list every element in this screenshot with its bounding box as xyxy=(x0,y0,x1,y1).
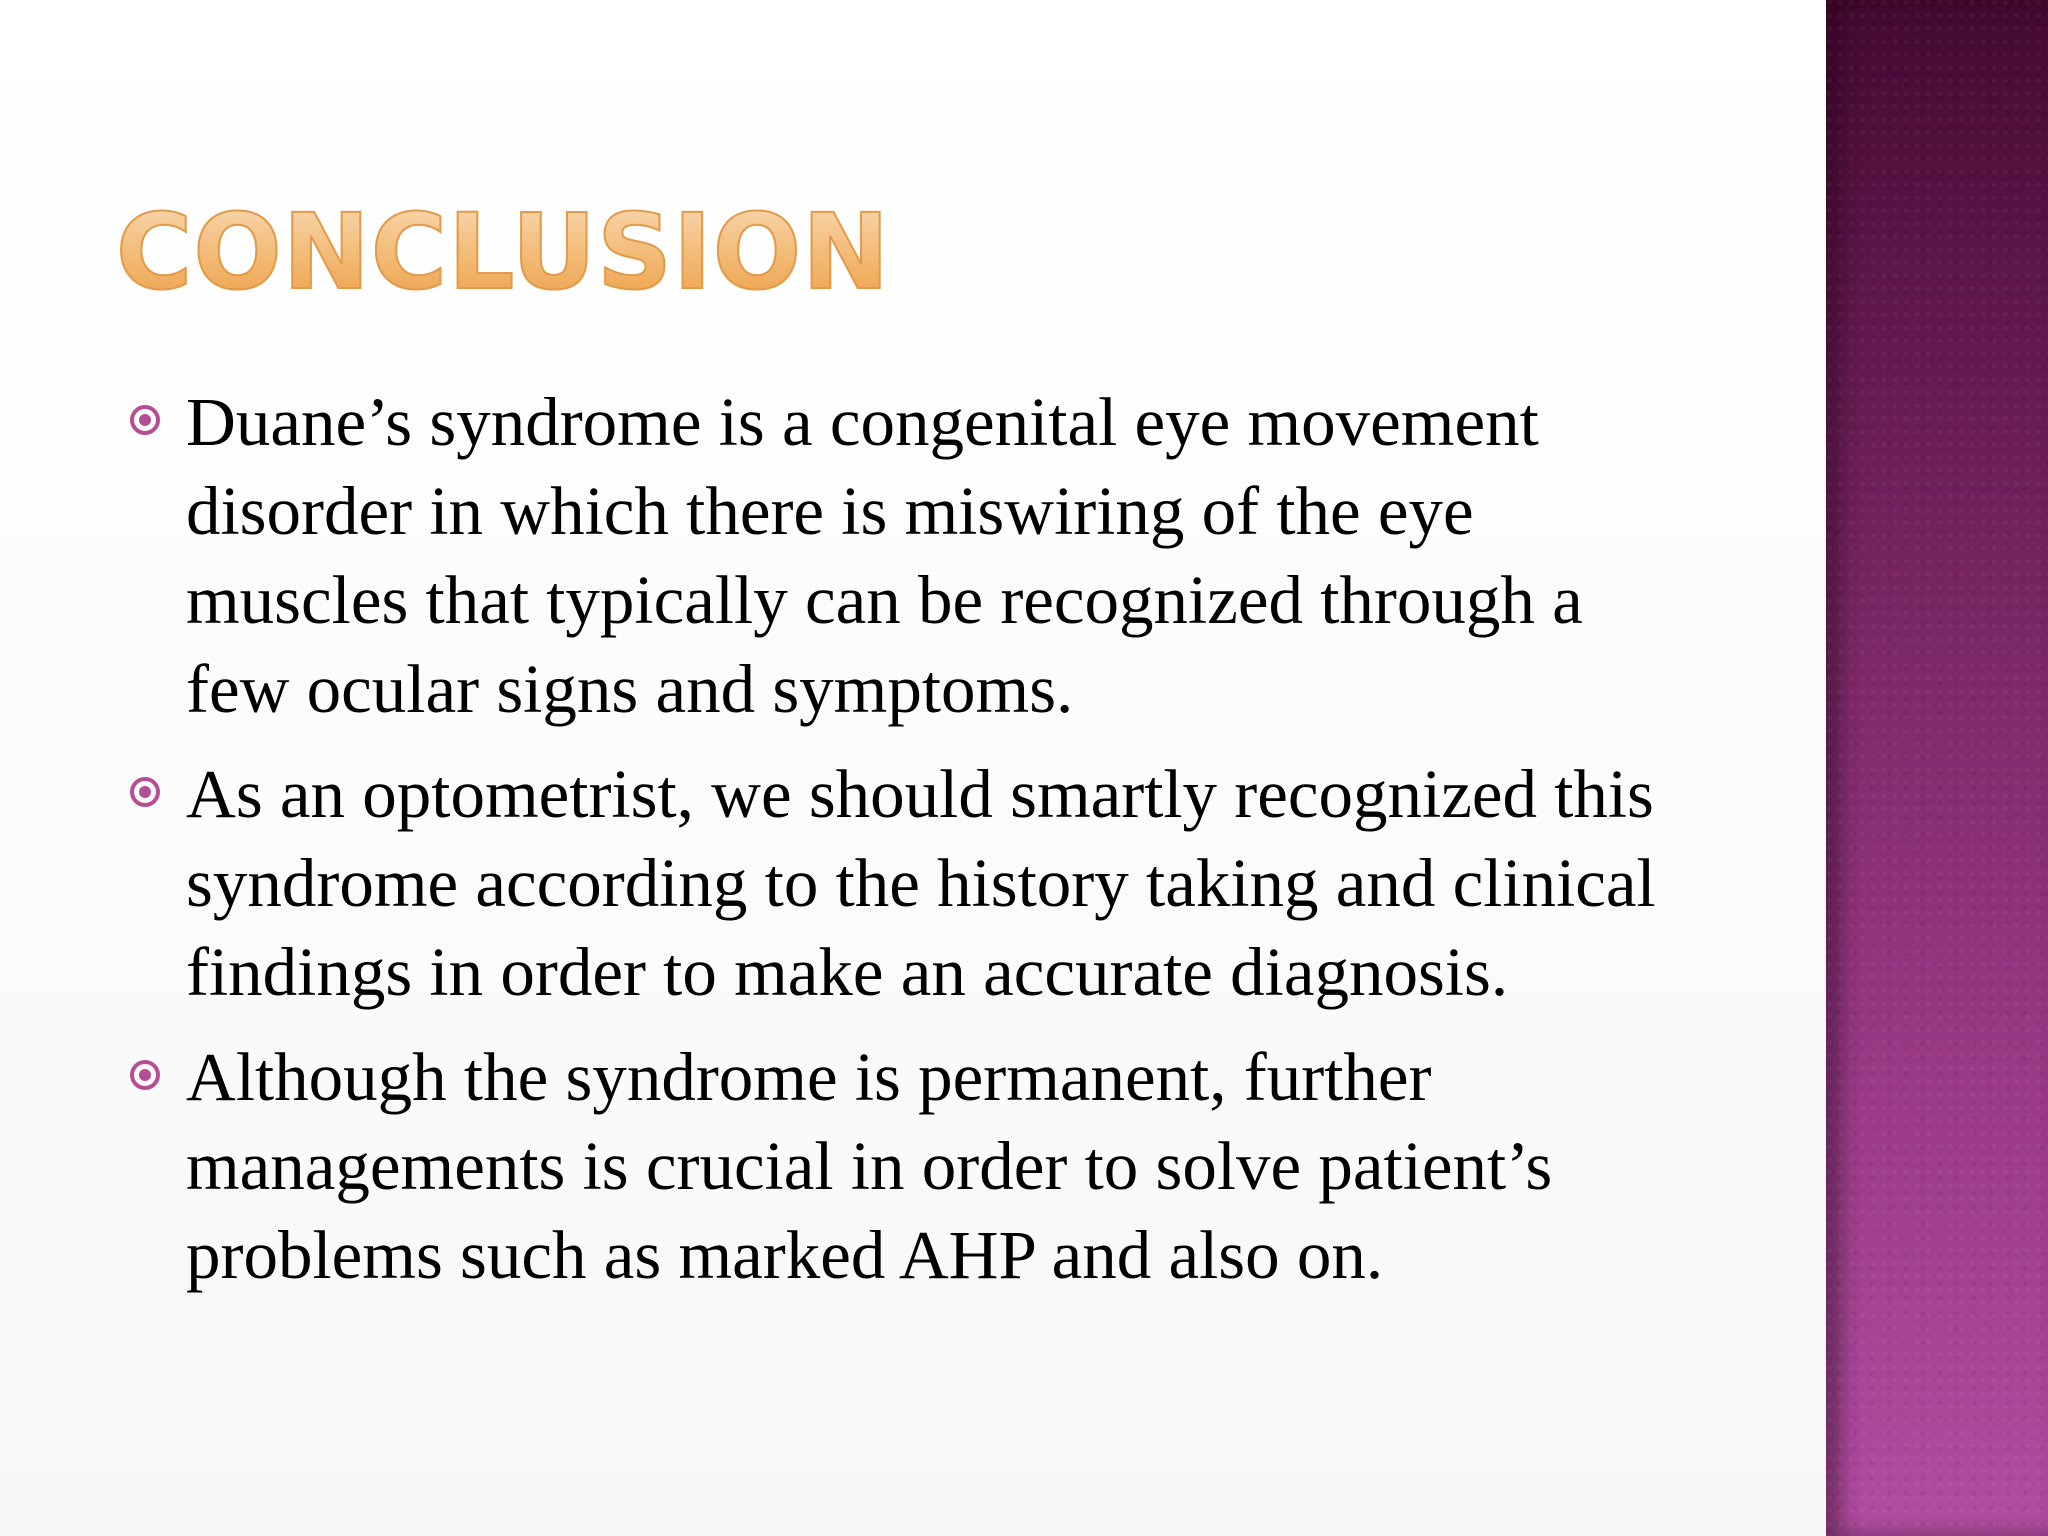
target-circle-icon xyxy=(130,405,160,435)
slide-title: CONCLUSION xyxy=(116,191,891,313)
bullet-item-1 xyxy=(122,378,1702,734)
bullet-item-3 xyxy=(122,1033,1702,1300)
bullet-text-3: Although the syndrome is permanent, further managements is crucial in order to solve patient’s problems such as marked AHP and also on. xyxy=(186,1039,1553,1293)
target-circle-icon xyxy=(130,1060,160,1090)
bullet-item-2 xyxy=(122,750,1702,1017)
decorative-side-panel xyxy=(1826,0,2048,1536)
bullet-text-2: As an optometrist, we should smartly recognized this syndrome according to the history taking and clinical findings in order to make an accurate diagnosis. xyxy=(186,756,1656,1010)
target-circle-icon xyxy=(130,777,160,807)
bullet-list xyxy=(122,378,1702,1316)
bullet-text-1: Duane’s syndrome is a congenital eye movement disorder in which there is miswiring of the eye muscles that typically can be recognized through a few ocular signs and symptoms. xyxy=(186,384,1583,727)
